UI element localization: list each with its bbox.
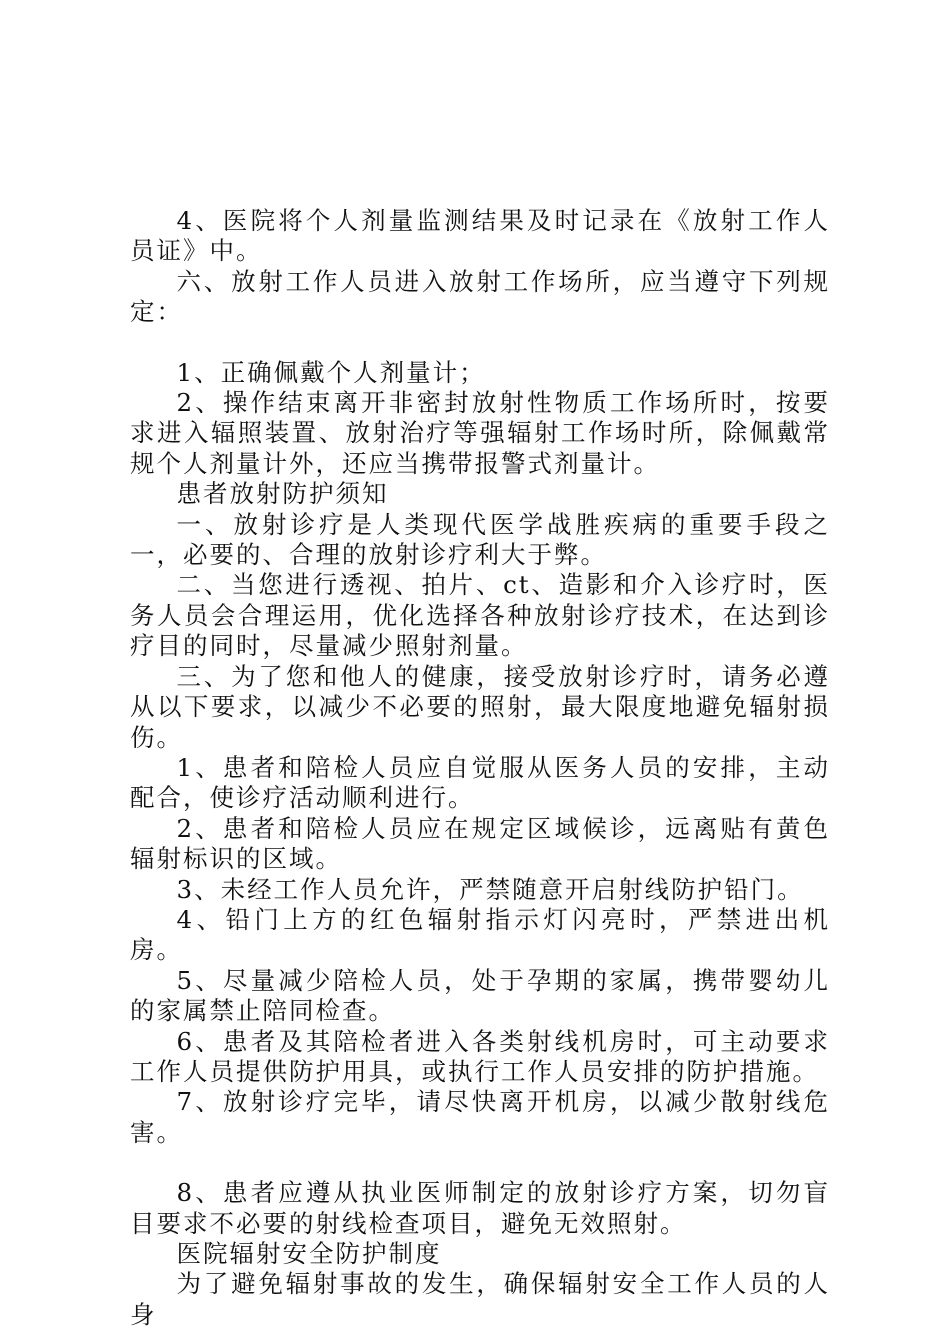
safety-system-title: 医院辐射安全防护制度 bbox=[176, 1239, 442, 1268]
notice-item-8: 8、患者应遵从执业医师制定的放射诊疗方案，切勿盲目要求不必要的射线检查项目，避免无效照射。 bbox=[130, 1178, 830, 1238]
notice-item-7: 7、放射诊疗完毕，请尽快离开机房，以减少散射线危害。 bbox=[130, 1087, 830, 1147]
notice-section-three: 三、为了您和他人的健康，接受放射诊疗时，请务必遵从以下要求，以减少不必要的照射，最大限度地避免辐射损伤。 bbox=[130, 661, 830, 752]
notice-item-5: 5、尽量减少陪检人员，处于孕期的家属，携带婴幼儿的家属禁止陪同检查。 bbox=[130, 965, 830, 1026]
paragraph-record-dose: 4、医院将个人剂量监测结果及时记录在《放射工作人员证》中。 bbox=[130, 206, 830, 266]
section-six-heading: 六、放射工作人员进入放射工作场所，应当遵守下列规定： bbox=[130, 266, 830, 327]
notice-item-2: 2、患者和陪检人员应在规定区域候诊，远离贴有黄色辐射标识的区域。 bbox=[130, 813, 830, 874]
notice-section-one: 一、放射诊疗是人类现代医学战胜疾病的重要手段之一，必要的、合理的放射诊疗利大于弊。 bbox=[130, 509, 830, 570]
notice-item-1: 1、患者和陪检人员应自觉服从医务人员的安排，主动配合，使诊疗活动顺利进行。 bbox=[130, 752, 830, 813]
notice-section-two: 二、当您进行透视、拍片、ct、造影和介入诊疗时，医务人员会合理运用，优化选择各种放射诊疗技术，在达到诊疗目的同时，尽量减少照射剂量。 bbox=[130, 570, 830, 661]
patient-notice-title: 患者放射防护须知 bbox=[176, 479, 389, 509]
rule-item-2: 2、操作结束离开非密封放射性物质工作场所时，按要求进入辐照装置、放射治疗等强辐射工作场时所，除佩戴常规个人剂量计外，还应当携带报警式剂量计。 bbox=[130, 388, 830, 478]
paragraph-gap bbox=[130, 328, 830, 358]
notice-item-6: 6、患者及其陪检者进入各类射线机房时，可主动要求工作人员提供防护用具，或执行工作人员安排的防护措施。 bbox=[130, 1026, 830, 1086]
rule-item-1: 1、正确佩戴个人剂量计； bbox=[176, 357, 486, 387]
document-body bbox=[130, 206, 830, 1330]
paragraph-gap bbox=[130, 1148, 830, 1178]
notice-item-3: 3、未经工作人员允许，严禁随意开启射线防护铅门。 bbox=[176, 874, 804, 904]
notice-item-4: 4、铅门上方的红色辐射指示灯闪亮时，严禁进出机房。 bbox=[130, 904, 830, 965]
safety-system-intro: 为了避免辐射事故的发生，确保辐射安全工作人员的人身 bbox=[130, 1269, 830, 1329]
